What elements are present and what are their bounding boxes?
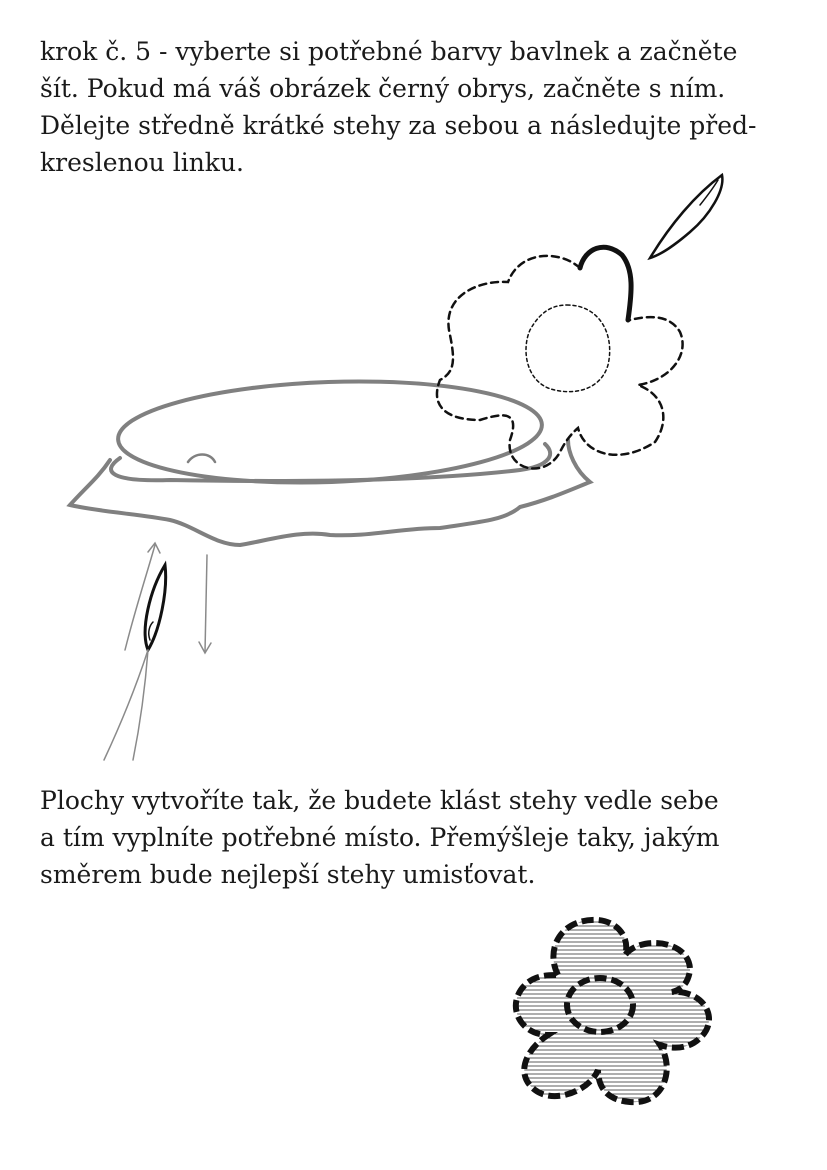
needle-bottom-icon [104,565,166,760]
intro-line: krok č. 5 - vyberte si potřebné barvy bavlnek a začněte [40,37,738,66]
fill-paragraph [40,782,719,893]
intro-line: šít. Pokud má váš obrázek černý obrys, začněte s ním. [40,74,726,103]
thread-line [104,650,148,760]
arrow-down-icon [199,555,211,653]
fill-line: Plochy vytvoříte tak, že budete klást stehy vedle sebe [40,786,719,815]
small-arc [188,455,215,463]
flower-filled-center [567,978,633,1032]
flower-center [526,305,610,392]
fabric-edge [70,440,590,545]
intro-line: kreslenou linku. [40,148,245,177]
fill-line: a tím vyplníte potřebné místo. Přemýšleje taky, jakým [40,823,720,852]
intro-line: Dělejte středně krátké stehy za sebou a následujte před- [40,111,757,140]
needle-top-icon [650,175,722,258]
flower-petals-dashed [437,256,683,469]
filled-flower-example [516,920,709,1102]
thread-line [133,650,148,760]
fill-line: směrem bude nejlepší stehy umisťovat. [40,860,536,889]
embroidery-hoop [70,375,590,545]
flower-outline [437,247,683,468]
